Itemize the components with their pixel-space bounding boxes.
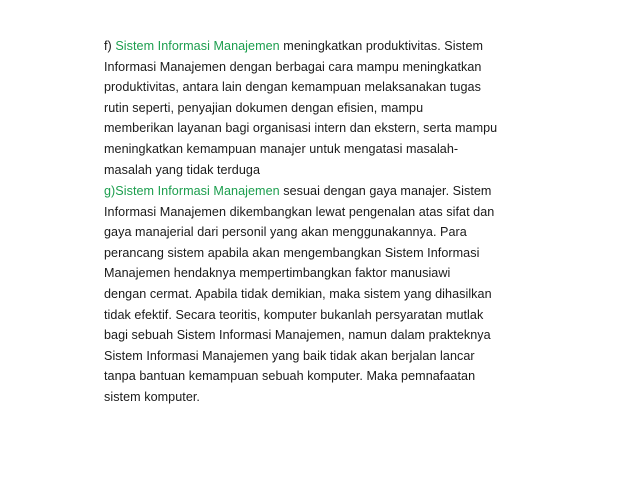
paragraph-f-first-line-rest: meningkatkan produktivitas. Sistem bbox=[279, 39, 484, 53]
paragraph-f-line: Informasi Manajemen dengan berbagai cara mampu meningkatkan bbox=[104, 59, 482, 74]
paragraph-f bbox=[104, 36, 574, 180]
paragraph-g-highlight: g)Sistem Informasi Manajemen bbox=[104, 184, 280, 198]
paragraph-g-line: tanpa bantuan kemampuan sebuah komputer. Maka pemnafaatan bbox=[104, 369, 476, 384]
paragraph-f-line: produktivitas, antara lain dengan kemampuan melaksanakan tugas bbox=[104, 80, 481, 95]
paragraph-g-first-line-rest: sesuai dengan gaya manajer. Sistem bbox=[279, 184, 492, 198]
paragraph-f-highlight: Sistem Informasi Manajemen bbox=[115, 39, 280, 53]
paragraph-g bbox=[104, 181, 574, 408]
paragraph-g-line: tidak efektif. Secara teoritis, komputer bukanlah persyaratan mutlak bbox=[104, 307, 484, 322]
paragraph-g-line-1 bbox=[104, 181, 574, 202]
paragraph-f-prefix: f) bbox=[104, 39, 116, 53]
paragraph-f-line: masalah yang tidak terduga bbox=[104, 162, 261, 177]
paragraph-f-line: memberikan layanan bagi organisasi intern dan ekstern, serta mampu bbox=[104, 121, 498, 136]
paragraph-f-line: meningkatkan kemampuan manajer untuk mengatasi masalah- bbox=[104, 141, 459, 156]
paragraph-g-line: dengan cermat. Apabila tidak demikian, maka sistem yang dihasilkan bbox=[104, 286, 492, 301]
paragraph-g-line: sistem komputer. bbox=[104, 389, 200, 404]
paragraph-g-line: Informasi Manajemen dikembangkan lewat pengenalan atas sifat dan bbox=[104, 204, 495, 219]
paragraph-g-line: bagi sebuah Sistem Informasi Manajemen, namun dalam prakteknya bbox=[104, 328, 491, 343]
paragraph-f-line: rutin seperti, penyajian dokumen dengan efisien, mampu bbox=[104, 100, 424, 115]
paragraph-g-line: perancang sistem apabila akan mengembangkan Sistem Informasi bbox=[104, 245, 480, 260]
paragraph-f-line-1 bbox=[104, 36, 574, 57]
paragraph-g-line: gaya manajerial dari personil yang akan menggunakannya. Para bbox=[104, 225, 467, 240]
paragraph-g-line: Sistem Informasi Manajemen yang baik tidak akan berjalan lancar bbox=[104, 348, 475, 363]
paragraph-g-line: Manajemen hendaknya mempertimbangkan faktor manusiawi bbox=[104, 266, 451, 281]
